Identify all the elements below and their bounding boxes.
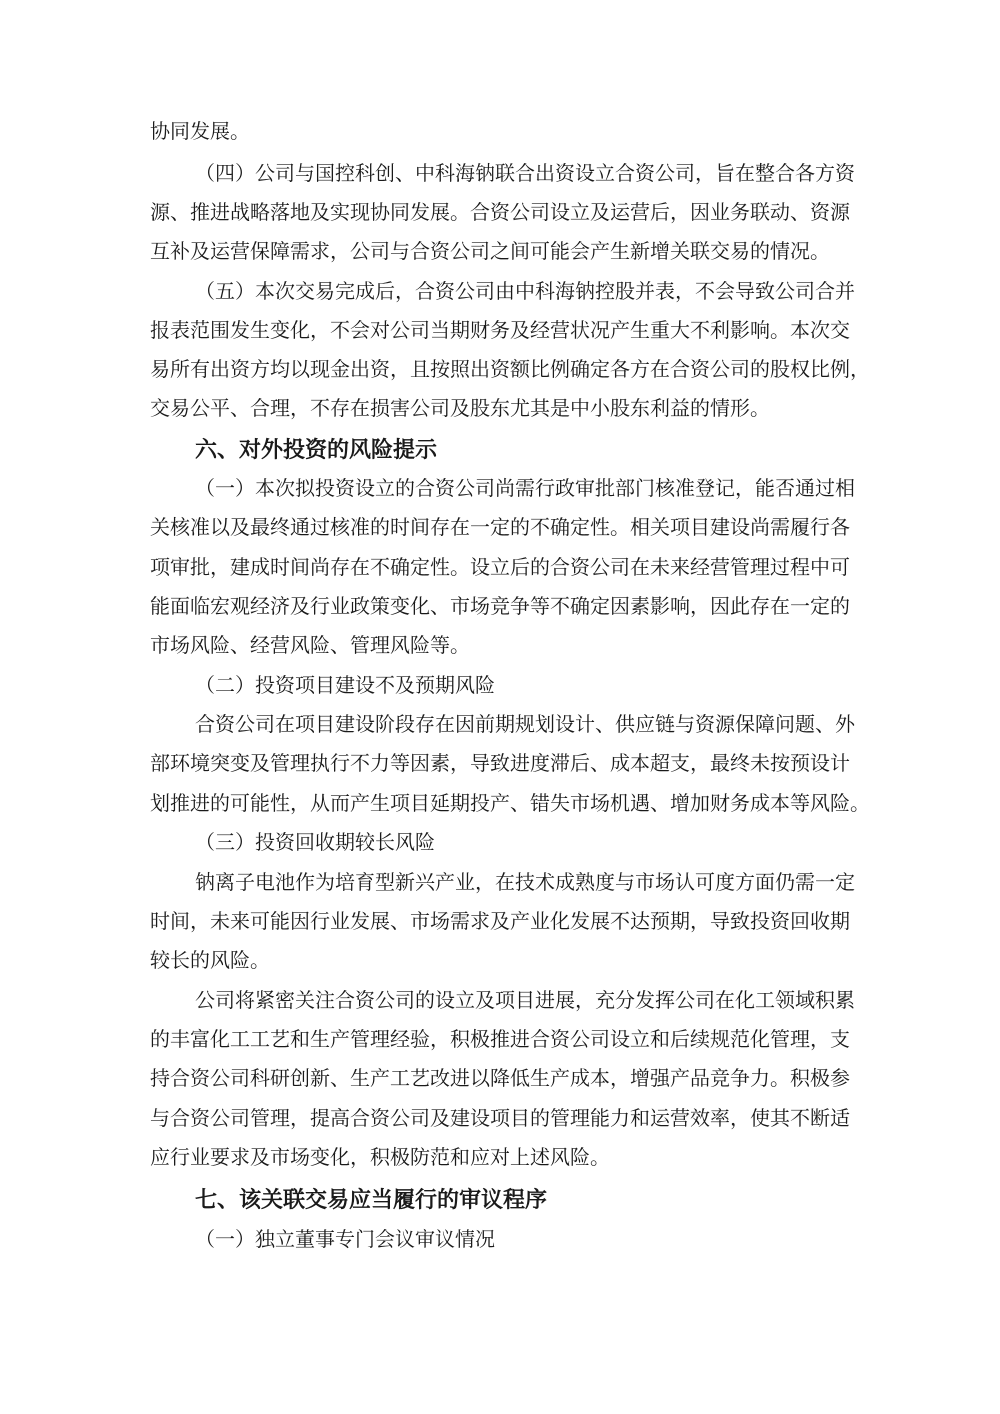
paragraph-line: 时间，未来可能因行业发展、市场需求及产业化发展不达预期，导致投资回收期 bbox=[150, 909, 850, 933]
paragraph-line: 关核准以及最终通过核准的时间存在一定的不确定性。相关项目建设尚需履行各 bbox=[150, 515, 850, 539]
section-heading: 七、该关联交易应当履行的审议程序 bbox=[195, 1187, 548, 1213]
paragraph-line: 易所有出资方均以现金出资，且按照出资额比例确定各方在合资公司的股权比例， bbox=[150, 357, 870, 381]
paragraph-line: 公司将紧密关注合资公司的设立及项目进展，充分发挥公司在化工领域积累 bbox=[195, 988, 855, 1012]
paragraph-line: 合资公司在项目建设阶段存在因前期规划设计、供应链与资源保障问题、外 bbox=[195, 712, 855, 736]
paragraph-line: 与合资公司管理，提高合资公司及建设项目的管理能力和运营效率，使其不断适 bbox=[150, 1106, 850, 1130]
subsection-title: （一）独立董事专门会议审议情况 bbox=[195, 1227, 495, 1251]
paragraph-line: 报表范围发生变化，不会对公司当期财务及经营状况产生重大不利影响。本次交 bbox=[150, 318, 850, 342]
paragraph-line: 的丰富化工工艺和生产管理经验，积极推进合资公司设立和后续规范化管理，支 bbox=[150, 1027, 850, 1051]
paragraph-line: 源、推进战略落地及实现协同发展。合资公司设立及运营后，因业务联动、资源 bbox=[150, 200, 850, 224]
paragraph-line: 应行业要求及市场变化，积极防范和应对上述风险。 bbox=[150, 1145, 610, 1169]
paragraph-line: 划推进的可能性，从而产生项目延期投产、错失市场机遇、增加财务成本等风险。 bbox=[150, 791, 870, 815]
paragraph-line: 能面临宏观经济及行业政策变化、市场竞争等不确定因素影响，因此存在一定的 bbox=[150, 594, 850, 618]
paragraph-line: 市场风险、经营风险、管理风险等。 bbox=[150, 633, 470, 657]
paragraph-line: 钠离子电池作为培育型新兴产业，在技术成熟度与市场认可度方面仍需一定 bbox=[195, 870, 855, 894]
paragraph-line: 较长的风险。 bbox=[150, 948, 270, 972]
paragraph-line: 协同发展。 bbox=[150, 119, 250, 143]
paragraph-line: （一）本次拟投资设立的合资公司尚需行政审批部门核准登记，能否通过相 bbox=[195, 476, 855, 500]
paragraph-line: 持合资公司科研创新、生产工艺改进以降低生产成本，增强产品竞争力。积极参 bbox=[150, 1066, 850, 1090]
paragraph-line: （五）本次交易完成后，合资公司由中科海钠控股并表，不会导致公司合并 bbox=[195, 279, 855, 303]
subsection-title: （三）投资回收期较长风险 bbox=[195, 830, 435, 854]
section-heading: 六、对外投资的风险提示 bbox=[195, 437, 438, 463]
paragraph-line: 部环境突变及管理执行不力等因素，导致进度滞后、成本超支，最终未按预设计 bbox=[150, 751, 850, 775]
paragraph-line: 交易公平、合理，不存在损害公司及股东尤其是中小股东利益的情形。 bbox=[150, 396, 770, 420]
subsection-title: （二）投资项目建设不及预期风险 bbox=[195, 673, 495, 697]
paragraph-line: （四）公司与国控科创、中科海钠联合出资设立合资公司，旨在整合各方资 bbox=[195, 161, 855, 185]
paragraph-line: 互补及运营保障需求，公司与合资公司之间可能会产生新增关联交易的情况。 bbox=[150, 239, 830, 263]
paragraph-line: 项审批，建成时间尚存在不确定性。设立后的合资公司在未来经营管理过程中可 bbox=[150, 555, 850, 579]
